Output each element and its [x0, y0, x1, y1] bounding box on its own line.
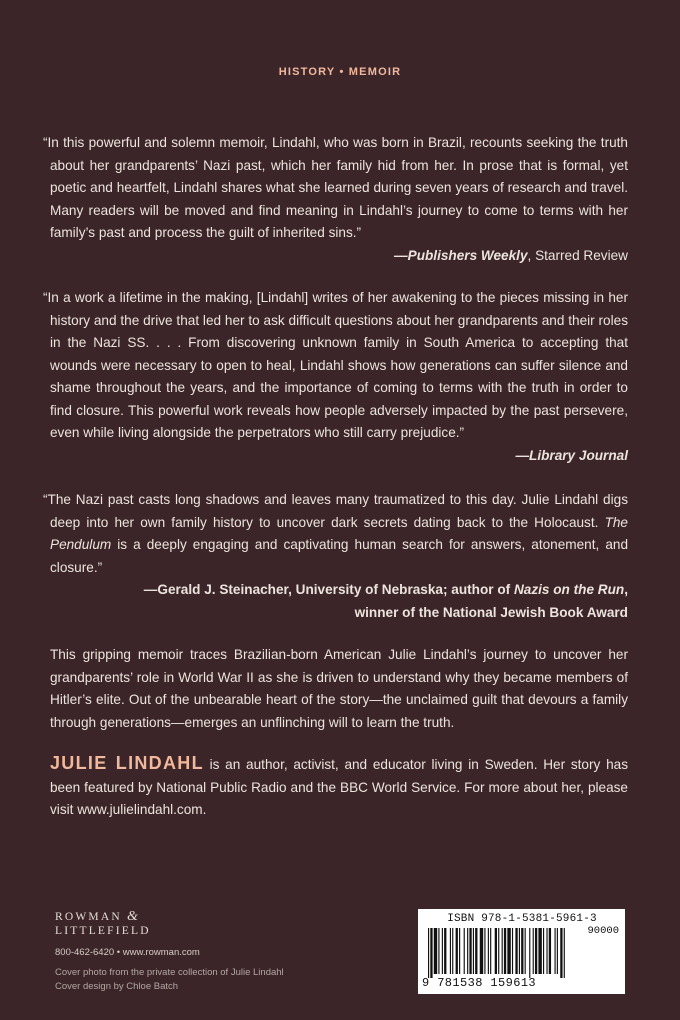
barcode-bar — [507, 928, 510, 974]
quote-source-suffix: , Starred Review — [527, 247, 628, 263]
barcode-bar — [525, 928, 526, 974]
quote-attribution — [50, 579, 628, 602]
quote-attribution — [50, 445, 628, 468]
barcode-bar — [549, 928, 551, 974]
barcode-bar — [459, 928, 460, 974]
barcode-bar — [502, 928, 503, 974]
barcode-bar — [504, 928, 506, 974]
quote-text — [43, 489, 628, 579]
quote-attribution — [50, 245, 628, 268]
barcode-bar — [564, 928, 565, 978]
publisher-ampersand: & — [126, 909, 138, 924]
isbn-number: ISBN 978-1-5381-5961-3 — [447, 913, 597, 925]
barcode-bar — [557, 928, 558, 974]
cited-book-title: Nazis on the Run — [513, 582, 625, 597]
barcode-bar — [555, 928, 556, 974]
barcode-bar — [521, 928, 523, 974]
quote-source: —Publishers Weekly — [394, 247, 528, 263]
publisher-name-1: ROWMAN — [55, 911, 122, 923]
barcode-bar — [495, 928, 497, 974]
photo-credit: Cover photo from the private collection of Julie Lindahl — [55, 967, 284, 978]
barcode-bar — [438, 928, 439, 974]
author-name: JULIE LINDAHL — [50, 753, 204, 773]
barcode-bar — [430, 928, 432, 978]
quote-source: —Library Journal — [515, 447, 628, 463]
review-quote-1 — [43, 132, 628, 267]
barcode-bar — [560, 928, 562, 978]
barcode-bar — [519, 928, 520, 974]
barcode-bar — [469, 928, 471, 974]
barcode-bar — [456, 928, 458, 974]
review-quote-3 — [43, 489, 628, 624]
publisher-contact: 800-462-6420 • www.rowman.com — [55, 947, 200, 958]
barcode-bar — [535, 928, 537, 974]
publisher-line1 — [55, 910, 375, 924]
barcode-bar — [533, 928, 534, 974]
author-bio — [50, 752, 628, 822]
author-bio-text: is an author, activist, and educator living in Sweden. Her story has been featured by National Public Radio and the BBC World Service. For more about her, please visit www.julielindahl.com. — [50, 757, 628, 817]
quote-text: “In a work a lifetime in the making, [Lindahl] writes of her awakening to the pieces missing in her history and the drive that led her to ask difficult questions about her grandparents and their roles in the Nazi SS. . . . From discovering unknown family in South America to accepting that wounds were necessary to open to heal, Lindahl shows how generations can suffer silence and shame throughout the years, and the importance of coming to terms with the truth in order to find closure. This powerful work reveals how people adversely impacted by the past persevere, even while living alongside the perpetrators who still carry prejudice.” — [43, 290, 628, 440]
ean-barcode-bars — [428, 928, 568, 978]
barcode-bar — [444, 928, 446, 974]
barcode-bar — [488, 928, 489, 974]
barcode-bar — [546, 928, 547, 974]
barcode-bar — [467, 928, 468, 974]
design-credit: Cover design by Chloe Batch — [55, 981, 179, 992]
barcode-bar — [428, 928, 429, 978]
quote-source-comma: , — [624, 582, 628, 597]
ean-digits: 9 781538 159613 — [422, 976, 537, 990]
category-label: HISTORY • MEMOIR — [278, 66, 402, 78]
barcode-bar — [490, 928, 491, 974]
quote-source: —Gerald J. Steinacher, University of Nebraska; author of — [143, 582, 514, 597]
barcode-bar — [543, 928, 544, 974]
barcode-bar — [452, 928, 453, 974]
barcode-bar — [515, 928, 517, 974]
quote-text-before: “The Nazi past casts long shadows and leaves many traumatized to this day. Julie Lindahl digs deep into her own family history to uncover dark secrets dating back to the Holocaust. — [43, 492, 628, 530]
barcode-bar — [480, 928, 483, 974]
barcode-bar — [529, 928, 530, 978]
barcode-bar — [434, 928, 437, 974]
publisher-name-2: LITTLEFIELD — [55, 925, 151, 937]
award-note: winner of the National Jewish Book Award — [354, 604, 628, 620]
barcode-bar — [512, 928, 513, 974]
barcode-bar — [450, 928, 451, 974]
barcode-bar — [473, 928, 474, 974]
review-quote-2 — [43, 287, 628, 467]
barcode-bar — [475, 928, 477, 974]
barcode-bar — [484, 928, 485, 974]
cover-credits — [55, 966, 284, 994]
quote-text-after: is a deeply engaging and captivating human search for answers, atonement, and closure.” — [50, 537, 628, 575]
barcode-bar — [498, 928, 499, 974]
barcode-bar — [442, 928, 443, 974]
publisher-logo — [55, 910, 375, 938]
quote-text: “In this powerful and solemn memoir, Lindahl, who was born in Brazil, recounts seeking the truth about her grandparents’ Nazi past, which her family hid from her. In prose that is formal, yet poetic and heartfelt, Lindahl shares what she learned during seven years of research and travel. Many readers will be moved and find meaning in Lindahl’s journey to come to terms with her family’s past and process the guilt of inherited sins.” — [43, 135, 628, 240]
book-description: This gripping memoir traces Brazilian-born American Julie Lindahl’s journey to uncover her grandparents’ role in World War II as she is driven to understand why they became members of Hitler’s elite. Out of the unbearable heart of the story—the unclaimed guilt that devours a family through generations—emerges an unflinching will to learn the truth. — [50, 647, 628, 730]
barcode-bar — [464, 928, 465, 974]
isbn-barcode — [418, 909, 625, 994]
book-title: The Pendulum — [50, 514, 628, 552]
price-code: 90000 — [587, 925, 619, 937]
quote-attribution-line2 — [50, 602, 628, 625]
barcode-bar — [538, 928, 541, 974]
